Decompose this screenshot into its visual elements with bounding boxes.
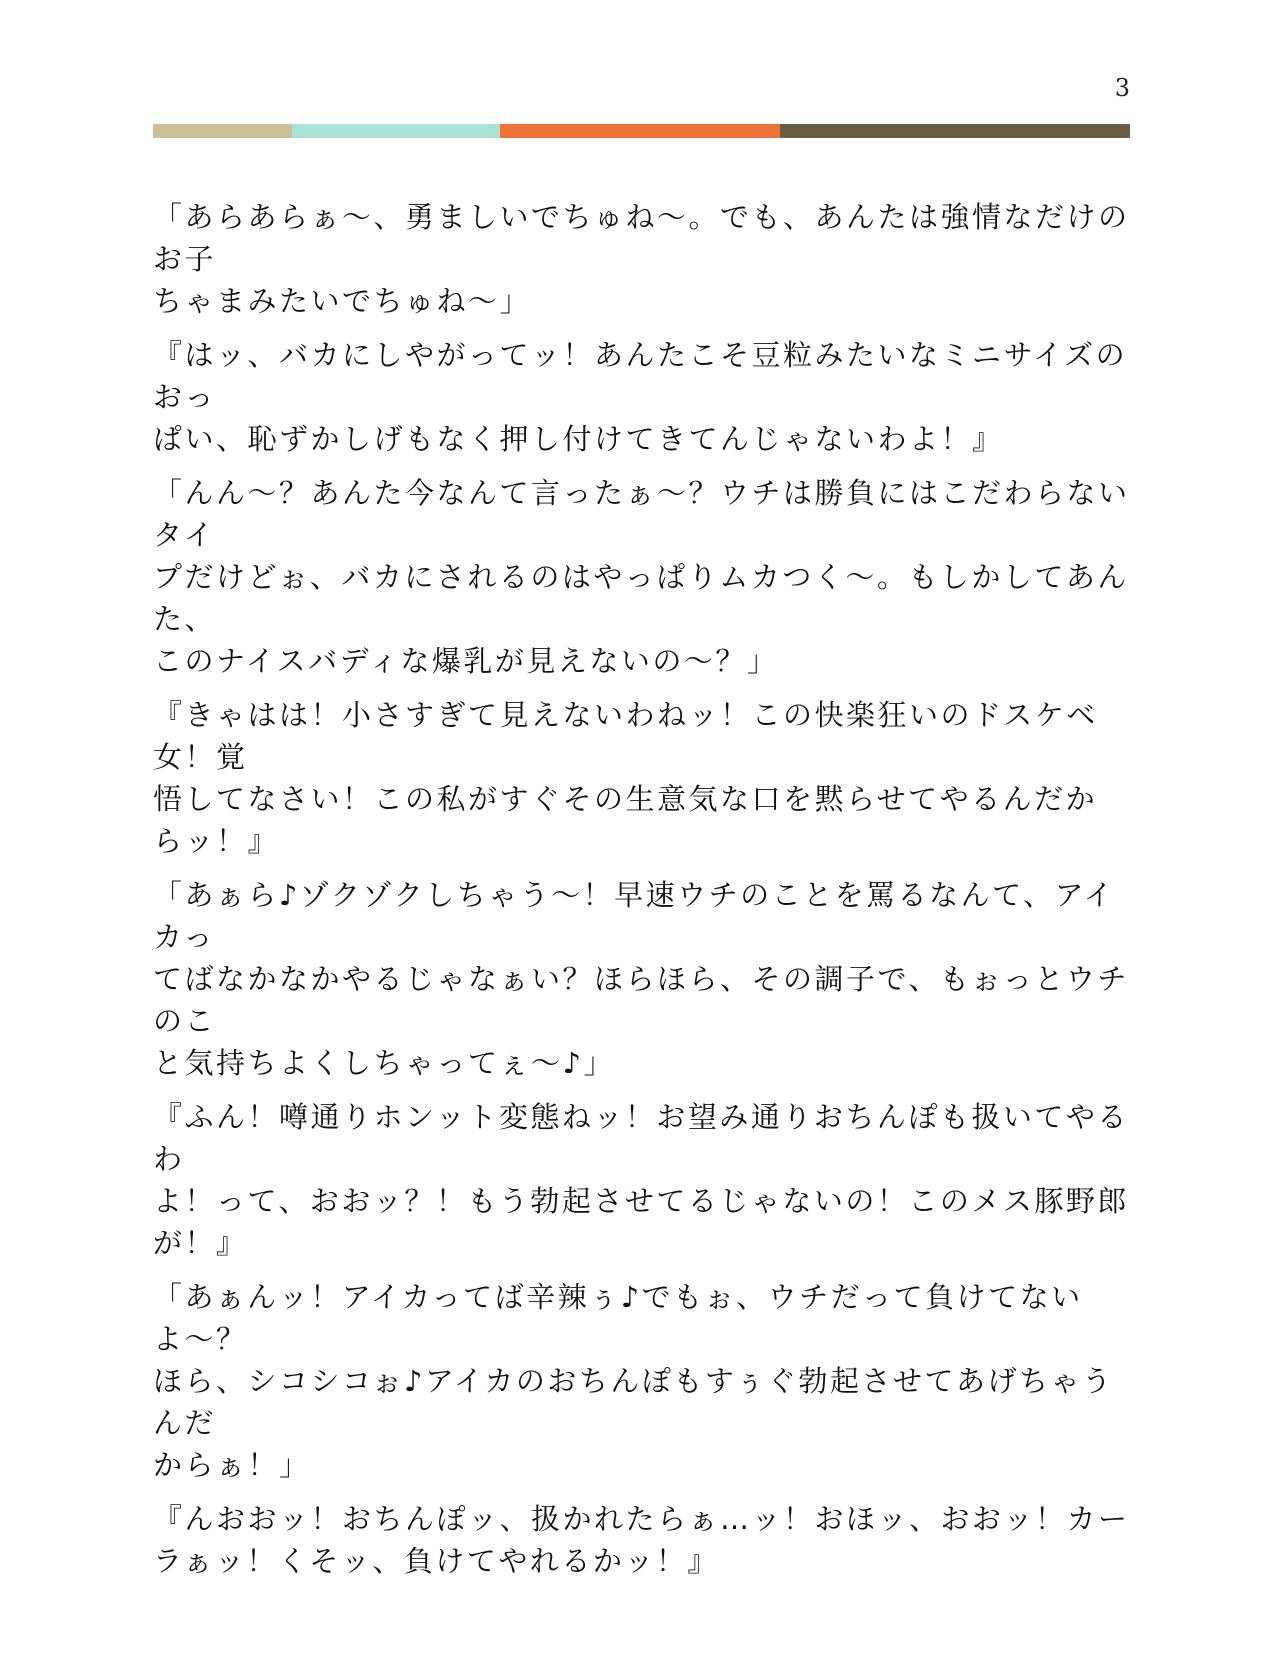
dialogue-paragraph: 「んん〜？あんた今なんて言ったぁ〜？ウチは勝負にはこだわらないタイ プだけどぉ、バカにされるのはやっぱりムカつく〜。もしかしてあんた、 このナイスバディな爆乳が見えないの〜？」 (153, 476, 1130, 678)
color-bar-segment-brown (780, 124, 1130, 138)
color-bar-segment-orange (500, 124, 780, 138)
color-bar-segment-tan (153, 124, 292, 138)
page-number: 3 (1114, 74, 1130, 102)
dialogue-paragraph: 「あぁら♪ゾクゾクしちゃう〜！早速ウチのことを罵るなんて、アイカっ てばなかなかやるじゃなぁい？ほらほら、その調子で、もぉっとウチのこ と気持ちよくしちゃってぇ〜♪」 (153, 878, 1129, 1080)
header-color-bar (153, 124, 1130, 138)
dialogue-paragraph: 「あらあらぁ〜、勇ましいでちゅね〜。でも、あんたは強情なだけのお子 ちゃまみたいでちゅね〜」 (153, 200, 1130, 318)
dialogue-paragraph: 『ふん！噂通りホンット変態ねッ！お望み通りおちんぽも扱いてやるわ よ！って、おおッ？！もう勃起させてるじゃないの！このメス豚野郎 が！』 (153, 1100, 1129, 1260)
dialogue-paragraph: 『きゃはは！小さすぎて見えないわねッ！この快楽狂いのドスケベ女！覚 悟してなさい！この私がすぐその生意気な口を黙らせてやるんだか らッ！』 (153, 698, 1098, 858)
dialogue-paragraph: 『んおおッ！おちんぽッ、扱かれたらぁ…ッ！おほッ、おおッ！カー ラぁッ！くそッ、負けてやれるかッ！』 (153, 1502, 1130, 1578)
dialogue-paragraph: 『はッ、バカにしやがってッ！あんたこそ豆粒みたいなミニサイズのおっ ぱい、恥ずかしげもなく押し付けてきてんじゃないわよ！』 (153, 338, 1128, 456)
dialogue-paragraph: 「あぁんッ！アイカってば辛辣ぅ♪でもぉ、ウチだって負けてないよ〜？ ほら、シコシコぉ♪アイカのおちんぽもすぅぐ勃起させてあげちゃうんだ からぁ！」 (153, 1280, 1114, 1482)
document-body (153, 196, 1133, 1594)
color-bar-segment-aqua (292, 124, 500, 138)
